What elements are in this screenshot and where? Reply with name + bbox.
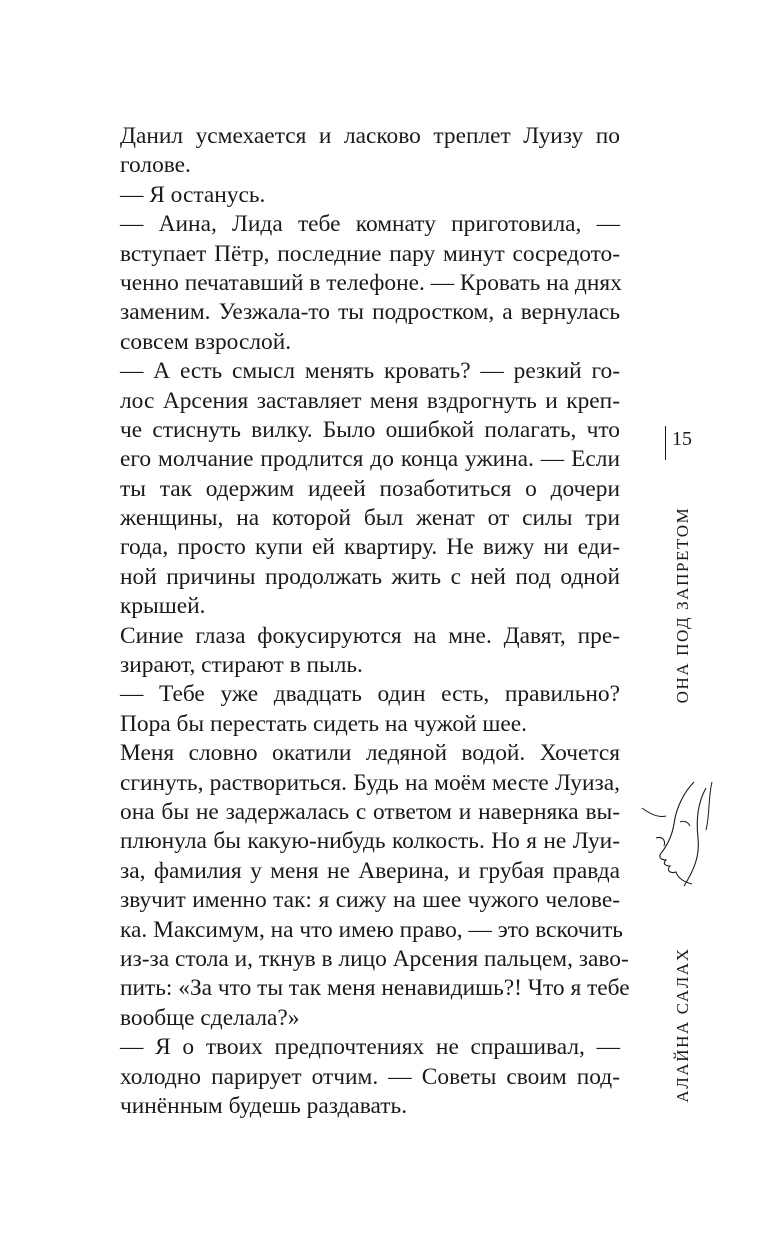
text-line: Синие глаза фокусируются на мне. Давят, пре-: [120, 622, 620, 649]
text-line: пить: «За что ты так меня ненавидишь?! Что я тебе: [120, 975, 630, 1002]
text-line: ты так одержим идеей позаботиться о дочери: [120, 475, 620, 502]
text-line: женщины, на которой был женат от силы три: [120, 505, 620, 532]
text-line: она бы не задержалась с ответом и наверняка вы-: [120, 798, 620, 825]
book-text: [120, 122, 630, 1121]
text-line: его молчание продлится до конца ужина. — Если: [120, 446, 620, 473]
text-line: вступает Пётр, последние пару минут сосредото-: [120, 240, 620, 267]
text-line: чинённым будешь раздавать.: [120, 1092, 408, 1119]
page-number-rule: [665, 426, 666, 460]
text-line: ченно печатавший в телефоне. — Кровать на днях: [120, 269, 622, 296]
running-title-text: ОНА ПОД ЗАПРЕТОМ: [673, 506, 692, 704]
text-line: голове.: [120, 152, 191, 179]
text-line: лос Арсения заставляет меня вздрогнуть и креп-: [120, 387, 620, 414]
text-line: — А есть смысл менять кровать? — резкий го-: [120, 358, 620, 385]
text-line: че стиснуть вилку. Было ошибкой полагать, что: [120, 416, 620, 443]
text-line: ка. Максимум, на что имею право, — это вскочить: [120, 916, 623, 943]
text-line: за, фамилия у меня не Аверина, и грубая правда: [120, 857, 620, 884]
text-line: холодно парирует отчим. — Советы своим под-: [120, 1063, 620, 1090]
text-line: ной причины продолжать жить с ней под одной: [120, 563, 620, 590]
author-name: [668, 945, 698, 1105]
page-number: [662, 420, 702, 464]
text-line: — Я останусь.: [120, 181, 266, 208]
text-line: крышей.: [120, 593, 206, 620]
text-line: звучит именно так: я сижу на шее чужого челове-: [120, 887, 620, 914]
text-line: зирают, стирают в пыль.: [120, 652, 363, 679]
text-line: года, просто купи ей квартиру. Не вижу ни еди-: [120, 534, 620, 561]
running-title: [668, 506, 698, 704]
text-line: — Тебе уже двадцать один есть, правильно?: [120, 681, 620, 708]
text-line: из-за стола и, ткнув в лицо Арсения пальцем, заво-: [120, 945, 629, 972]
text-line: вообще сделала?»: [120, 1004, 300, 1031]
page-number-text: 15: [672, 428, 692, 450]
text-line: Данил усмехается и ласково треплет Луизу по: [120, 123, 620, 149]
author-name-text: АЛАЙНА САЛАХ: [673, 947, 692, 1103]
text-line: совсем взрослой.: [120, 328, 292, 355]
face-sketch-icon: [636, 778, 716, 890]
text-line: заменим. Уезжала-то ты подростком, а вернулась: [120, 299, 620, 326]
text-line: — Я о твоих предпочтениях не спрашивал, —: [120, 1034, 620, 1061]
text-line: Меня словно окатили ледяной водой. Хочется: [120, 740, 620, 767]
text-line: сгинуть, раствориться. Будь на моём месте Луиза,: [120, 769, 620, 796]
text-line: Пора бы перестать сидеть на чужой шее.: [120, 710, 528, 737]
text-line: плюнула бы какую-нибудь колкость. Но я не Луи-: [120, 828, 620, 855]
text-line: — Аина, Лида тебе комнату приготовила, —: [120, 211, 620, 238]
